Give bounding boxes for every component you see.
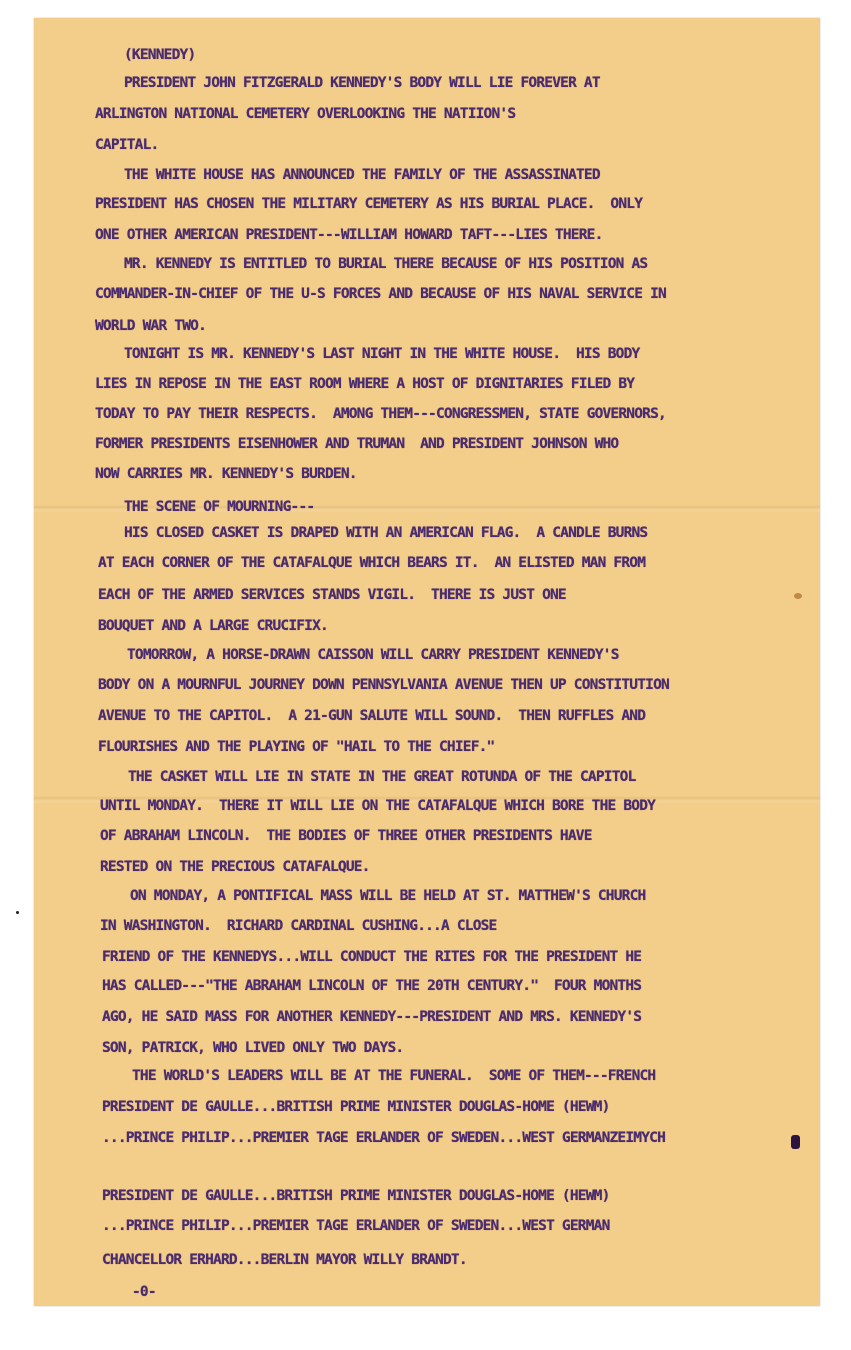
text-line: ...PRINCE PHILIP...PREMIER TAGE ERLANDER OF SWEDEN...WEST GERMAN — [102, 1218, 610, 1234]
text-line: FORMER PRESIDENTS EISENHOWER AND TRUMAN AND PRESIDENT JOHNSON WHO — [95, 436, 619, 452]
text-line: OF ABRAHAM LINCOLN. THE BODIES OF THREE OTHER PRESIDENTS HAVE — [100, 828, 592, 844]
stain-mark — [794, 593, 802, 599]
text-line: UNTIL MONDAY. THERE IT WILL LIE ON THE CATAFALQUE WHICH BORE THE BODY — [100, 798, 656, 814]
text-line: THE WORLD'S LEADERS WILL BE AT THE FUNERAL. SOME OF THEM---FRENCH — [132, 1068, 656, 1084]
text-line: ONE OTHER AMERICAN PRESIDENT---WILLIAM HOWARD TAFT---LIES THERE. — [95, 227, 603, 243]
text-line: PRESIDENT DE GAULLE...BRITISH PRIME MINISTER DOUGLAS-HOME (HEWM) — [102, 1188, 610, 1204]
text-line: AVENUE TO THE CAPITOL. A 21-GUN SALUTE WILL SOUND. THEN RUFFLES AND — [98, 708, 646, 724]
text-line: ARLINGTON NATIONAL CEMETERY OVERLOOKING THE NATIION'S — [95, 106, 516, 122]
text-line: TOMORROW, A HORSE-DRAWN CAISSON WILL CARRY PRESIDENT KENNEDY'S — [127, 647, 619, 663]
text-line: TODAY TO PAY THEIR RESPECTS. AMONG THEM---CONGRESSMEN, STATE GOVERNORS, — [95, 406, 666, 422]
text-line: PRESIDENT HAS CHOSEN THE MILITARY CEMETERY AS HIS BURIAL PLACE. ONLY — [95, 196, 643, 212]
text-line: IN WASHINGTON. RICHARD CARDINAL CUSHING...A CLOSE — [100, 918, 497, 934]
text-line: WORLD WAR TWO. — [95, 318, 207, 334]
text-line: SON, PATRICK, WHO LIVED ONLY TWO DAYS. — [102, 1040, 404, 1056]
text-line: TONIGHT IS MR. KENNEDY'S LAST NIGHT IN THE WHITE HOUSE. HIS BODY — [124, 346, 640, 362]
text-line: PRESIDENT JOHN FITZGERALD KENNEDY'S BODY WILL LIE FOREVER AT — [124, 75, 600, 91]
text-line: CAPITAL. — [95, 137, 159, 153]
text-line: COMMANDER-IN-CHIEF OF THE U-S FORCES AND BECAUSE OF HIS NAVAL SERVICE IN — [95, 286, 666, 302]
dust-speck — [16, 911, 19, 914]
text-line: THE CASKET WILL LIE IN STATE IN THE GREAT ROTUNDA OF THE CAPITOL — [128, 769, 636, 785]
text-line: BOUQUET AND A LARGE CRUCIFIX. — [98, 618, 328, 634]
text-line: RESTED ON THE PRECIOUS CATAFALQUE. — [100, 859, 370, 875]
text-line: BODY ON A MOURNFUL JOURNEY DOWN PENNSYLVANIA AVENUE THEN UP CONSTITUTION — [98, 677, 669, 693]
text-line: HAS CALLED---"THE ABRAHAM LINCOLN OF THE 20TH CENTURY." FOUR MONTHS — [102, 978, 642, 994]
slug-line: (KENNEDY) — [124, 47, 196, 63]
text-line: PRESIDENT DE GAULLE...BRITISH PRIME MINISTER DOUGLAS-HOME (HEWM) — [102, 1099, 610, 1115]
text-line: ON MONDAY, A PONTIFICAL MASS WILL BE HELD AT ST. MATTHEW'S CHURCH — [130, 888, 646, 904]
text-line: MR. KENNEDY IS ENTITLED TO BURIAL THERE BECAUSE OF HIS POSITION AS — [124, 256, 648, 272]
text-line: NOW CARRIES MR. KENNEDY'S BURDEN. — [95, 466, 357, 482]
text-line: HIS CLOSED CASKET IS DRAPED WITH AN AMERICAN FLAG. A CANDLE BURNS — [124, 525, 648, 541]
text-line: AT EACH CORNER OF THE CATAFALQUE WHICH BEARS IT. AN ELISTED MAN FROM — [98, 555, 646, 571]
text-line: FRIEND OF THE KENNEDYS...WILL CONDUCT THE RITES FOR THE PRESIDENT HE — [102, 949, 642, 965]
text-line: THE WHITE HOUSE HAS ANNOUNCED THE FAMILY OF THE ASSASSINATED — [124, 167, 600, 183]
text-line: FLOURISHES AND THE PLAYING OF "HAIL TO THE CHIEF." — [98, 739, 495, 755]
text-line: AGO, HE SAID MASS FOR ANOTHER KENNEDY---PRESIDENT AND MRS. KENNEDY'S — [102, 1009, 642, 1025]
document-body — [34, 18, 820, 1306]
text-line: THE SCENE OF MOURNING--- — [124, 499, 315, 515]
text-line: CHANCELLOR ERHARD...BERLIN MAYOR WILLY BRANDT. — [102, 1252, 467, 1268]
text-line: LIES IN REPOSE IN THE EAST ROOM WHERE A HOST OF DIGNITARIES FILED BY — [95, 376, 635, 392]
end-mark: -0- — [132, 1284, 156, 1300]
teletype-sheet — [34, 18, 820, 1306]
text-line: EACH OF THE ARMED SERVICES STANDS VIGIL. THERE IS JUST ONE — [98, 587, 566, 603]
text-line: ...PRINCE PHILIP...PREMIER TAGE ERLANDER OF SWEDEN...WEST GERMANZEIMYCH — [102, 1130, 666, 1146]
ink-blot — [791, 1135, 800, 1149]
